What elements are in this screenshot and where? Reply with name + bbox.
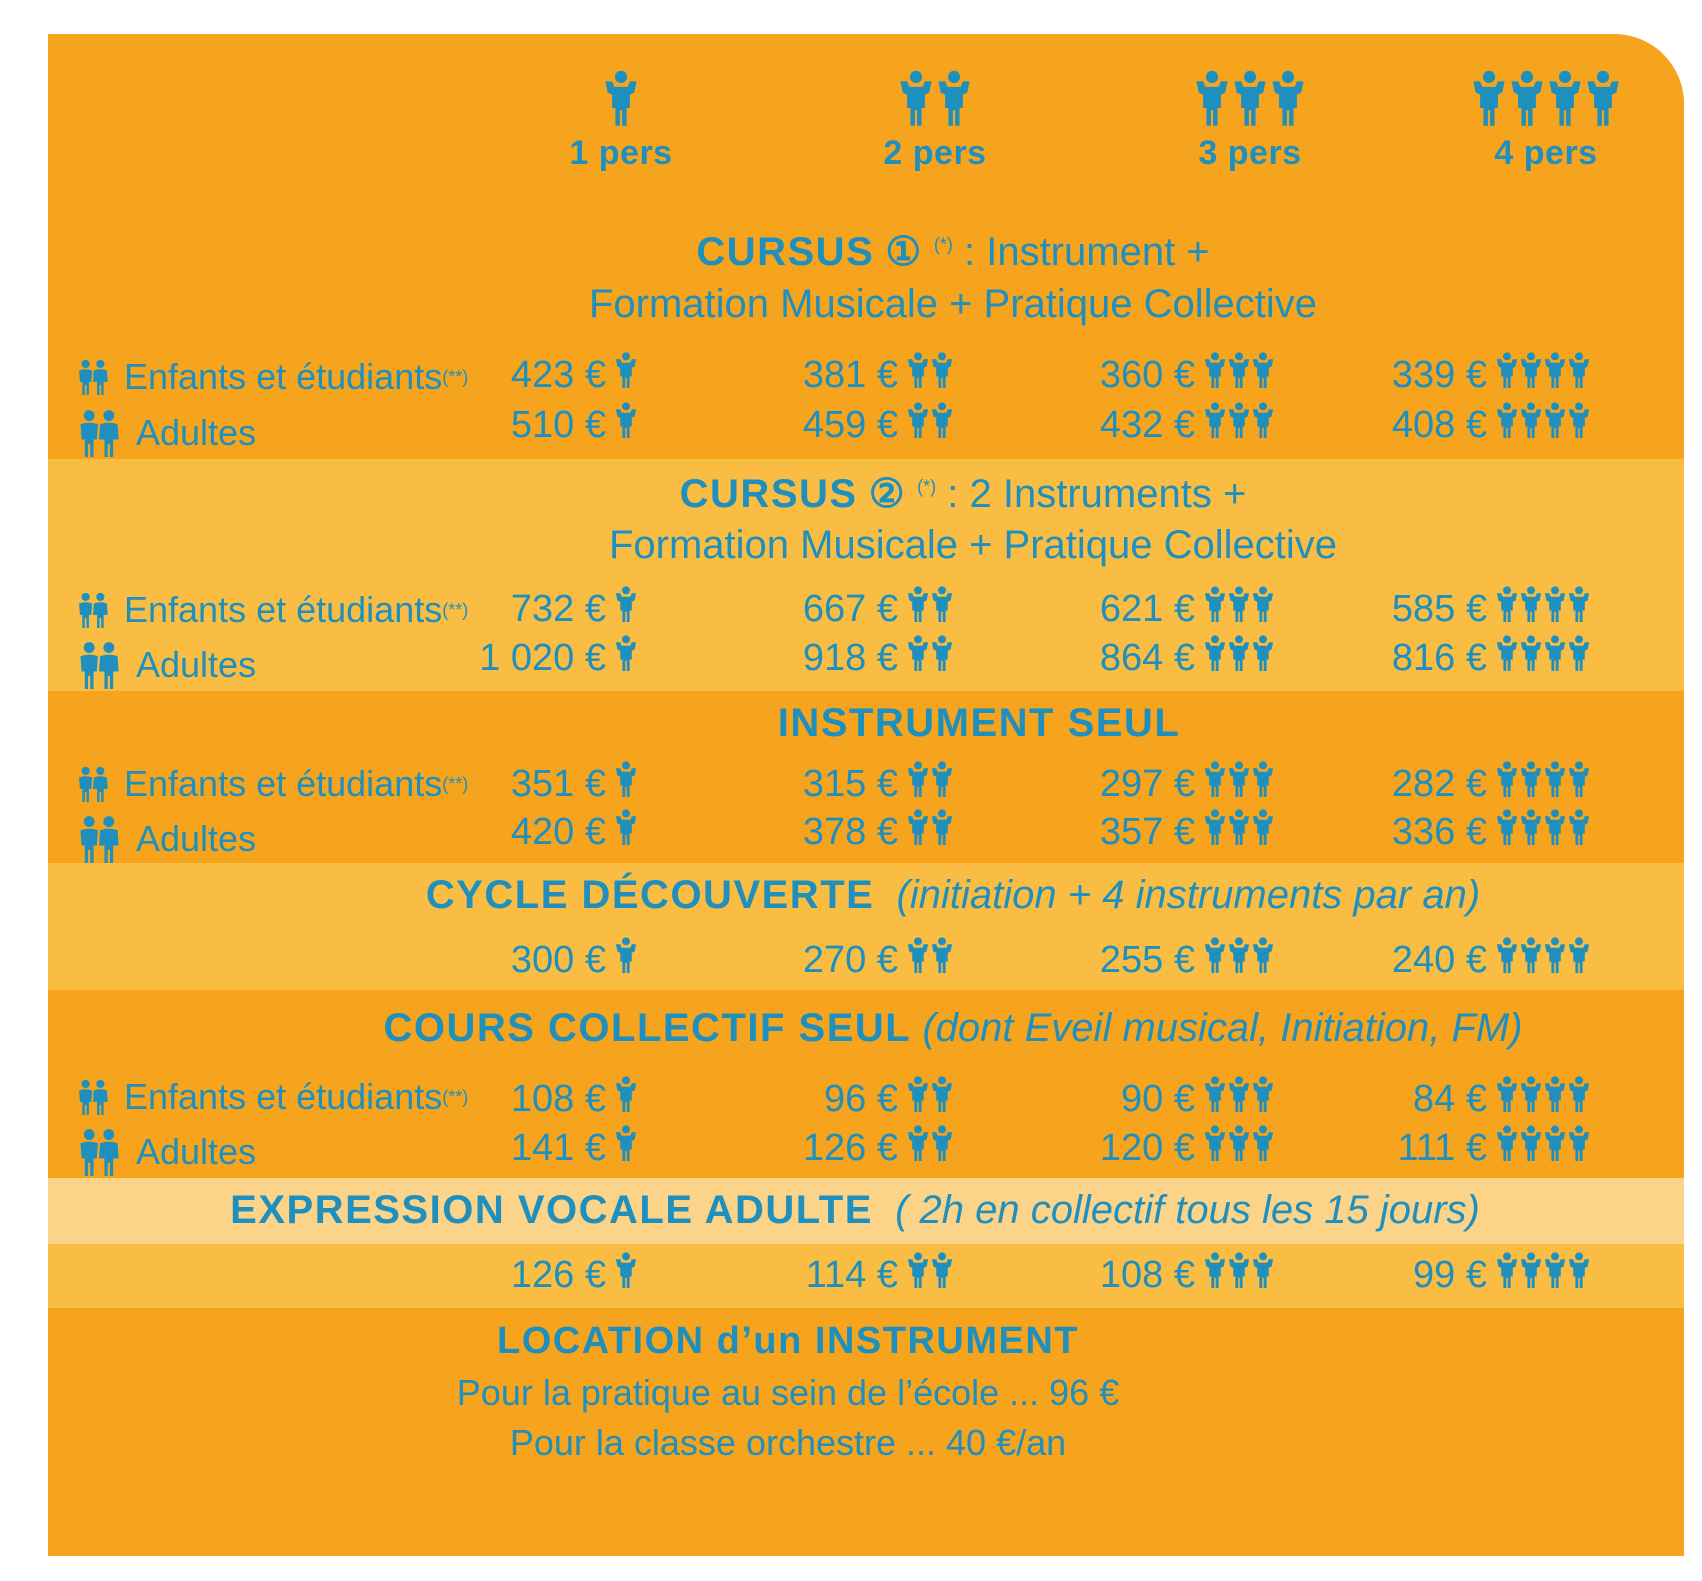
price-cell — [803, 635, 970, 681]
instrument-title-line — [48, 701, 1684, 746]
price-value: 339 € — [1391, 353, 1487, 396]
price-value: 420 € — [510, 810, 606, 853]
price-cell — [511, 1125, 654, 1171]
price-cell — [511, 937, 654, 983]
cursus2-title: CURSUS — [679, 472, 858, 516]
header-col-1 — [501, 64, 741, 173]
children-icon — [76, 592, 110, 628]
price-value: 360 € — [1099, 353, 1195, 396]
person-group-3-icon — [1130, 64, 1370, 126]
section-cursus1 — [48, 204, 1684, 459]
price-cell — [803, 586, 970, 632]
price-value: 300 € — [510, 938, 606, 981]
person-group-4-icon — [1495, 809, 1599, 855]
person-group-1-icon — [614, 586, 646, 632]
price-value: 432 € — [1099, 403, 1195, 446]
decouverte-subtitle: (initiation + 4 instruments par an) — [896, 873, 1481, 917]
collectif-title: COURS COLLECTIF SEUL — [383, 1006, 912, 1050]
cursus2-note: (*) — [917, 476, 937, 497]
price-cell — [511, 586, 654, 632]
price-cell — [511, 352, 654, 398]
price-value: 297 € — [1099, 762, 1195, 805]
person-group-2-icon — [906, 1076, 962, 1122]
cursus2-children-label: Enfants et étudiants — [124, 589, 443, 630]
section-vocale-title — [48, 1178, 1684, 1244]
section-instrument — [48, 691, 1684, 863]
price-value: 120 € — [1099, 1126, 1195, 1169]
person-group-3-icon — [1203, 586, 1283, 632]
cursus1-note: (*) — [933, 234, 953, 255]
price-value: 111 € — [1397, 1126, 1487, 1169]
price-value: 816 € — [1391, 636, 1487, 679]
price-cell — [1392, 937, 1607, 983]
cursus2-adults-label: Adultes — [136, 644, 257, 685]
price-value: 240 € — [1391, 938, 1487, 981]
price-value: 141 € — [510, 1126, 606, 1169]
vocale-title-line — [48, 1188, 1662, 1233]
person-group-4-icon — [1495, 1076, 1599, 1122]
person-group-1-icon — [614, 809, 646, 855]
price-value: 423 € — [510, 353, 606, 396]
person-group-4-icon — [1426, 64, 1666, 126]
cursus1-children-label: Enfants et étudiants — [124, 356, 443, 397]
price-cell — [1100, 761, 1291, 807]
price-cell — [1398, 1125, 1607, 1171]
price-cell — [1100, 937, 1291, 983]
tariff-card — [48, 34, 1684, 1556]
price-cell — [479, 635, 654, 681]
price-value: 255 € — [1099, 938, 1195, 981]
person-group-3-icon — [1203, 1252, 1283, 1298]
price-cell — [803, 352, 970, 398]
cursus2-title-line1 — [48, 471, 1684, 517]
price-value: 84 € — [1413, 1077, 1487, 1120]
price-cell — [803, 1125, 970, 1171]
price-cell — [511, 1076, 654, 1122]
person-group-2-icon — [906, 809, 962, 855]
price-cell — [803, 809, 970, 855]
price-value: 621 € — [1099, 587, 1195, 630]
person-group-3-icon — [1203, 635, 1283, 681]
person-group-2-icon — [906, 1125, 962, 1171]
collectif-children-label: Enfants et étudiants — [124, 1076, 443, 1117]
price-cell — [824, 1076, 970, 1122]
price-cell — [511, 761, 654, 807]
price-value: 510 € — [510, 403, 606, 446]
person-group-1-icon — [501, 64, 741, 126]
price-cell — [1100, 352, 1291, 398]
cursus1-adults-label: Adultes — [136, 412, 257, 453]
price-cell — [1392, 809, 1607, 855]
price-value: 732 € — [510, 587, 606, 630]
price-value: 336 € — [1391, 810, 1487, 853]
cursus1-title: CURSUS — [696, 230, 875, 274]
price-value: 381 € — [802, 353, 898, 396]
person-group-3-icon — [1203, 809, 1283, 855]
price-cell — [1100, 586, 1291, 632]
section-cursus2 — [48, 459, 1684, 691]
price-value: 270 € — [802, 938, 898, 981]
price-value: 126 € — [802, 1126, 898, 1169]
person-group-4-icon — [1495, 1125, 1599, 1171]
price-value: 585 € — [1391, 587, 1487, 630]
price-value: 108 € — [510, 1077, 606, 1120]
location-title: LOCATION d’un INSTRUMENT — [496, 1320, 1079, 1362]
price-cell — [511, 809, 654, 855]
location-line1: Pour la pratique au sein de l’école ... 96 € — [456, 1372, 1120, 1413]
price-cell — [1100, 809, 1291, 855]
price-cell — [803, 402, 970, 448]
person-group-2-icon — [906, 635, 962, 681]
person-group-2-icon — [906, 402, 962, 448]
header-label-1: 1 pers — [569, 134, 673, 172]
price-value: 90 € — [1121, 1077, 1195, 1120]
price-cell — [806, 1252, 970, 1298]
price-cell — [511, 1252, 654, 1298]
price-cell — [1392, 635, 1607, 681]
cursus2-title-line2: Formation Musicale + Pratique Collective — [608, 523, 1338, 567]
person-group-4-icon — [1495, 352, 1599, 398]
person-group-1-icon — [614, 1076, 646, 1122]
price-value: 315 € — [802, 762, 898, 805]
price-cell — [1100, 402, 1291, 448]
price-cell — [1121, 1076, 1291, 1122]
children-icon — [76, 766, 110, 802]
header-col-4 — [1426, 64, 1666, 173]
cursus2-children-row-label — [76, 589, 468, 631]
person-group-2-icon — [815, 64, 1055, 126]
price-cell — [1392, 761, 1607, 807]
cursus1-children-row-label — [76, 356, 468, 398]
person-group-4-icon — [1495, 402, 1599, 448]
person-group-2-icon — [906, 586, 962, 632]
cursus2-adults-row-label — [76, 641, 256, 689]
person-group-1-icon — [614, 761, 646, 807]
person-group-3-icon — [1203, 937, 1283, 983]
decouverte-title: CYCLE DÉCOUVERTE — [425, 873, 875, 917]
price-value: 126 € — [510, 1253, 606, 1296]
price-cell — [1392, 402, 1607, 448]
header-col-2 — [815, 64, 1055, 173]
person-group-4-icon — [1495, 586, 1599, 632]
decouverte-title-line — [48, 873, 1684, 918]
header-label-3: 3 pers — [1198, 134, 1302, 172]
price-value: 96 € — [824, 1077, 898, 1120]
person-group-4-icon — [1495, 1252, 1599, 1298]
price-cell — [1100, 1252, 1291, 1298]
person-group-3-icon — [1203, 352, 1283, 398]
person-group-4-icon — [1495, 761, 1599, 807]
cursus2-children-note: (**) — [442, 599, 469, 620]
price-cell — [803, 937, 970, 983]
section-decouverte — [48, 863, 1684, 990]
collectif-title-line — [48, 1006, 1684, 1051]
children-icon — [76, 359, 110, 395]
person-group-3-icon — [1203, 1076, 1283, 1122]
adults-icon — [76, 641, 122, 689]
price-value: 459 € — [802, 403, 898, 446]
location-line2: Pour la classe orchestre ... 40 €/an — [509, 1422, 1067, 1463]
price-value: 351 € — [510, 762, 606, 805]
price-value: 1 020 € — [479, 636, 606, 679]
person-group-2-icon — [906, 1252, 962, 1298]
cursus1-adults-row-label — [76, 409, 256, 457]
person-group-1-icon — [614, 635, 646, 681]
collectif-children-note: (**) — [442, 1086, 469, 1107]
adults-icon — [76, 1128, 122, 1176]
section-vocale-prices — [48, 1244, 1684, 1308]
price-value: 99 € — [1413, 1253, 1487, 1296]
price-value: 108 € — [1099, 1253, 1195, 1296]
instrument-children-label: Enfants et étudiants — [124, 763, 443, 804]
collectif-adults-row-label — [76, 1128, 256, 1176]
price-value: 667 € — [802, 587, 898, 630]
header-label-2: 2 pers — [883, 134, 987, 172]
collectif-adults-label: Adultes — [136, 1131, 257, 1172]
cursus2-line1: : 2 Instruments + — [947, 472, 1247, 516]
person-group-1-icon — [614, 1125, 646, 1171]
cursus2-number: ② — [868, 472, 907, 516]
price-value: 408 € — [1391, 403, 1487, 446]
section-location — [48, 1308, 1684, 1556]
person-group-2-icon — [906, 937, 962, 983]
person-group-4-icon — [1495, 635, 1599, 681]
price-value: 282 € — [1391, 762, 1487, 805]
person-group-1-icon — [614, 402, 646, 448]
price-cell — [1413, 1252, 1607, 1298]
person-group-1-icon — [614, 1252, 646, 1298]
price-cell — [1392, 352, 1607, 398]
instrument-adults-label: Adultes — [136, 818, 257, 859]
header-label-4: 4 pers — [1494, 134, 1598, 172]
price-value: 918 € — [802, 636, 898, 679]
vocale-title: EXPRESSION VOCALE ADULTE — [230, 1188, 873, 1232]
person-group-3-icon — [1203, 402, 1283, 448]
person-group-1-icon — [614, 937, 646, 983]
cursus1-title-line2: Formation Musicale + Pratique Collective — [588, 282, 1318, 326]
price-cell — [1392, 586, 1607, 632]
price-cell — [1413, 1076, 1607, 1122]
section-collectif — [48, 990, 1684, 1178]
instrument-children-note: (**) — [442, 773, 469, 794]
price-cell — [1100, 1125, 1291, 1171]
adults-icon — [76, 409, 122, 457]
price-value: 114 € — [805, 1253, 898, 1296]
collectif-children-row-label — [76, 1076, 468, 1118]
cursus1-title-line1 — [48, 229, 1684, 275]
price-cell — [1100, 635, 1291, 681]
cursus1-line1: : Instrument + — [963, 230, 1210, 274]
price-value: 357 € — [1099, 810, 1195, 853]
person-group-2-icon — [906, 761, 962, 807]
price-cell — [511, 402, 654, 448]
instrument-children-row-label — [76, 763, 468, 805]
adults-icon — [76, 815, 122, 863]
instrument-adults-row-label — [76, 815, 256, 863]
vocale-subtitle: ( 2h en collectif tous les 15 jours) — [895, 1188, 1480, 1232]
cursus1-children-note: (**) — [442, 366, 469, 387]
location-title-line — [48, 1320, 1528, 1363]
person-group-4-icon — [1495, 937, 1599, 983]
header-band — [48, 34, 1684, 204]
children-icon — [76, 1079, 110, 1115]
instrument-title: INSTRUMENT SEUL — [777, 701, 1181, 745]
cursus1-number: ① — [885, 230, 923, 274]
person-group-1-icon — [614, 352, 646, 398]
price-cell — [803, 761, 970, 807]
person-group-2-icon — [906, 352, 962, 398]
header-col-3 — [1130, 64, 1370, 173]
price-value: 864 € — [1099, 636, 1195, 679]
person-group-3-icon — [1203, 1125, 1283, 1171]
price-value: 378 € — [802, 810, 898, 853]
collectif-subtitle: (dont Eveil musical, Initiation, FM) — [922, 1006, 1523, 1050]
person-group-3-icon — [1203, 761, 1283, 807]
